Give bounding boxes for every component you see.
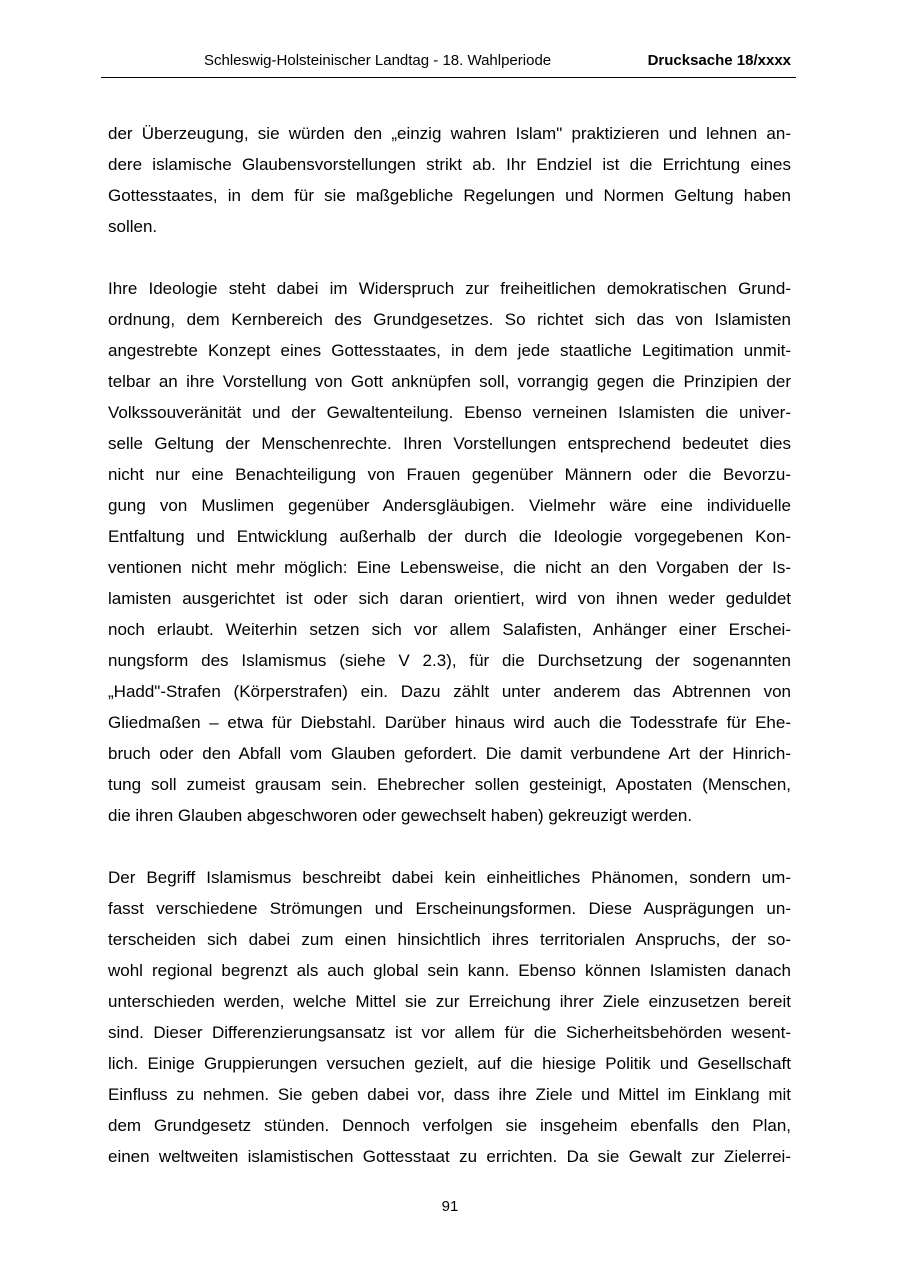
text-line: Der Begriff Islamismus beschreibt dabei kein einheitliches Phänomen, sondern um- (108, 868, 791, 887)
text-line: lich. Einige Gruppierungen versuchen gezielt, auf die hiesige Politik und Gesellschaft (108, 1054, 791, 1073)
text-line: einen weltweiten islamistischen Gottesstaat zu errichten. Da sie Gewalt zur Zielerrei- (108, 1147, 791, 1166)
header-title: Schleswig-Holsteinischer Landtag - 18. Wahlperiode (204, 52, 552, 69)
text-line: gung von Muslimen gegenüber Andersgläubigen. Vielmehr wäre eine individuelle (108, 496, 791, 515)
page-header (101, 50, 796, 78)
text-line: Gliedmaßen – etwa für Diebstahl. Darüber hinaus wird auch die Todesstrafe für Ehe- (108, 713, 791, 732)
text-line: Gottesstaates, in dem für sie maßgebliche Regelungen und Normen Geltung haben (108, 186, 791, 205)
document-body (108, 118, 791, 1203)
text-line: sollen. (108, 217, 158, 236)
page-number: 91 (441, 1198, 459, 1215)
text-line: selle Geltung der Menschenrechte. Ihren Vorstellungen entsprechend bedeutet dies (108, 434, 791, 453)
text-line: unterschieden werden, welche Mittel sie zur Erreichung ihrer Ziele einzusetzen bereit (108, 992, 791, 1011)
paragraph-3 (108, 862, 791, 1172)
paragraph-2 (108, 273, 791, 831)
text-line: „Hadd"-Strafen (Körperstrafen) ein. Dazu zählt unter anderem das Abtrennen von (108, 682, 791, 701)
text-line: Volkssouveränität und der Gewaltenteilung. Ebenso verneinen Islamisten die univer- (108, 403, 791, 422)
text-line: die ihren Glauben abgeschworen oder gewechselt haben) gekreuzigt werden. (108, 806, 693, 825)
text-line: der Überzeugung, sie würden den „einzig wahren Islam" praktizieren und lehnen an- (108, 124, 791, 143)
text-line: ventionen nicht mehr möglich: Eine Lebensweise, die nicht an den Vorgaben der Is- (108, 558, 791, 577)
text-line: wohl regional begrenzt als auch global sein kann. Ebenso können Islamisten danach (108, 961, 791, 980)
text-line: bruch oder den Abfall vom Glauben gefordert. Die damit verbundene Art der Hinrich- (108, 744, 791, 763)
text-line: terscheiden sich dabei zum einen hinsichtlich ihres territorialen Anspruchs, der so- (108, 930, 791, 949)
text-line: Entfaltung und Entwicklung außerhalb der durch die Ideologie vorgegebenen Kon- (108, 527, 791, 546)
text-line: sind. Dieser Differenzierungsansatz ist vor allem für die Sicherheitsbehörden wesent- (108, 1023, 791, 1042)
text-line: lamisten ausgerichtet ist oder sich daran orientiert, wird von ihnen weder geduldet (108, 589, 791, 608)
text-line: dere islamische Glaubensvorstellungen strikt ab. Ihr Endziel ist die Errichtung eines (108, 155, 791, 174)
text-line: ordnung, dem Kernbereich des Grundgesetzes. So richtet sich das von Islamisten (108, 310, 791, 329)
text-line: nicht nur eine Benachteiligung von Frauen gegenüber Männern oder die Bevorzu- (108, 465, 791, 484)
text-line: nungsform des Islamismus (siehe V 2.3), für die Durchsetzung der sogenannten (108, 651, 791, 670)
text-line: dem Grundgesetz stünden. Dennoch verfolgen sie insgeheim ebenfalls den Plan, (108, 1116, 791, 1135)
text-line: noch erlaubt. Weiterhin setzen sich vor allem Salafisten, Anhänger einer Erschei- (108, 620, 791, 639)
document-number: Drucksache 18/xxxx (647, 52, 791, 69)
text-line: angestrebte Konzept eines Gottesstaates, in dem jede staatliche Legitimation unmit- (108, 341, 791, 360)
text-line: telbar an ihre Vorstellung von Gott anknüpfen soll, vorrangig gegen die Prinzipien der (108, 372, 791, 391)
text-line: Einfluss zu nehmen. Sie geben dabei vor, dass ihre Ziele und Mittel im Einklang mit (108, 1085, 791, 1104)
paragraph-1 (108, 118, 791, 242)
text-line: fasst verschiedene Strömungen und Erscheinungsformen. Diese Ausprägungen un- (108, 899, 791, 918)
text-line: tung soll zumeist grausam sein. Ehebrecher sollen gesteinigt, Apostaten (Menschen, (108, 775, 791, 794)
text-line: Ihre Ideologie steht dabei im Widerspruch zur freiheitlichen demokratischen Grund- (108, 279, 791, 298)
